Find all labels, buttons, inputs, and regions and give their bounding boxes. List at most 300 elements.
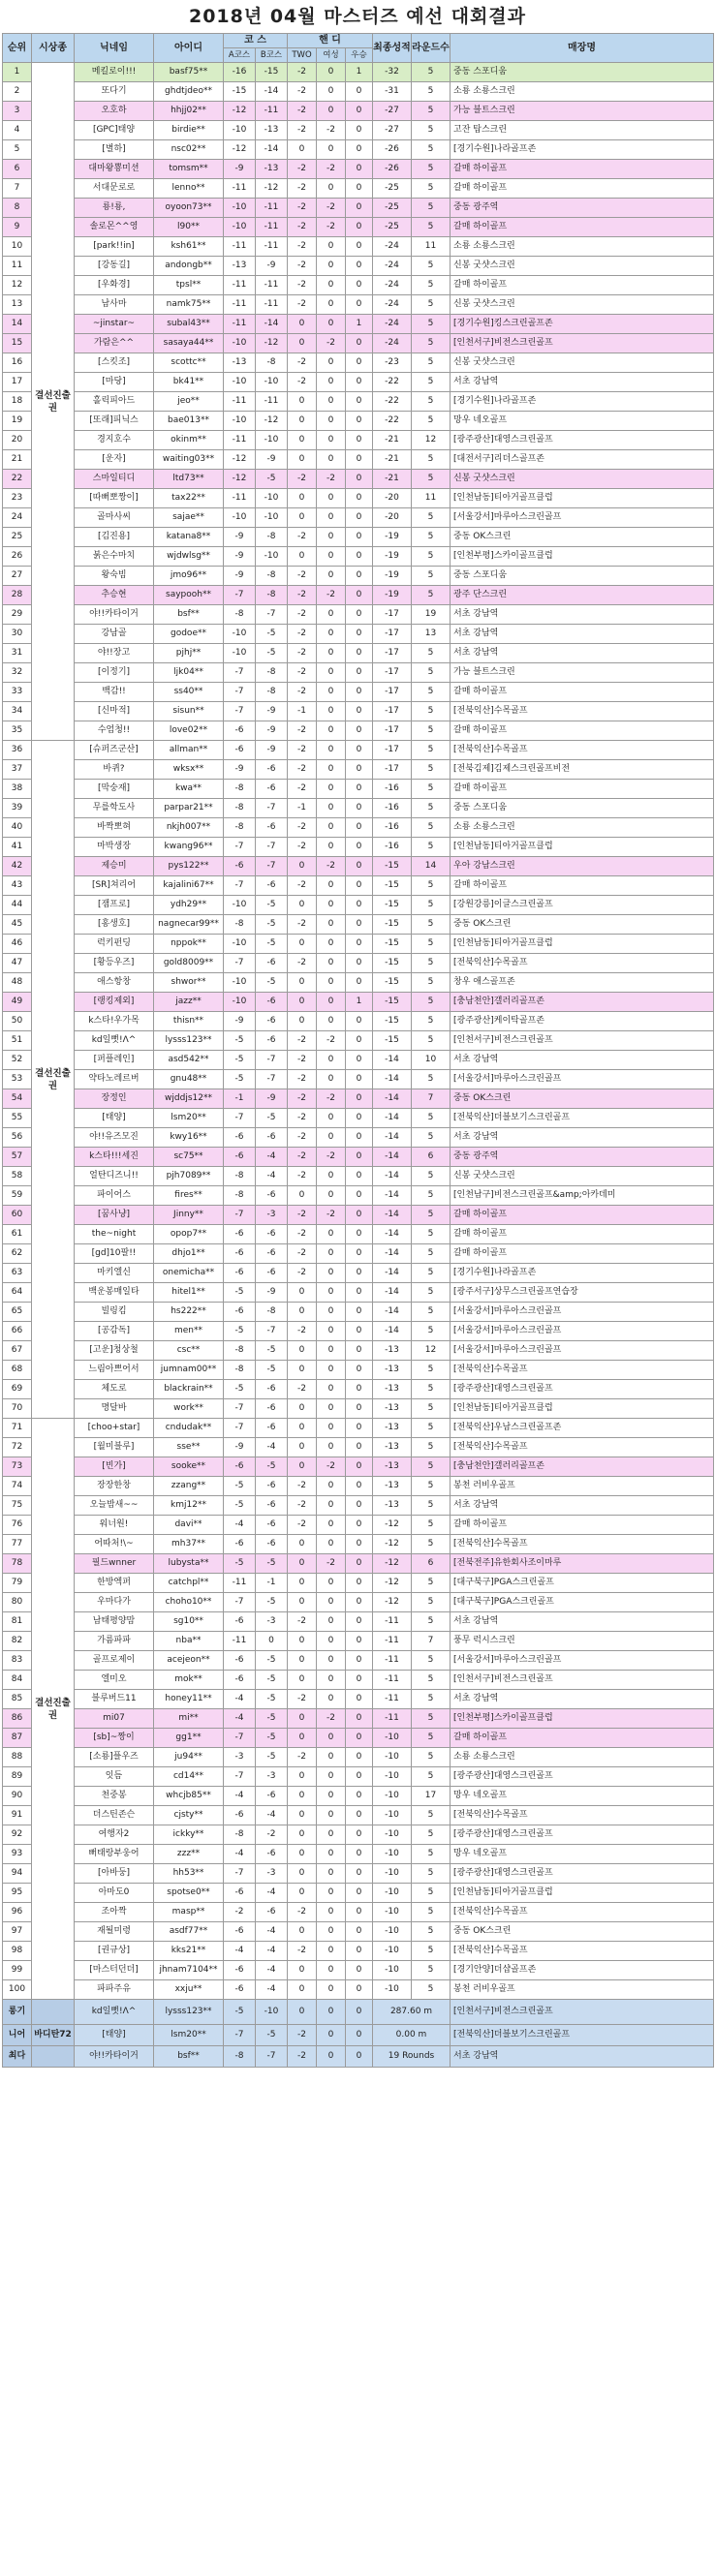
- cell-two: -2: [288, 567, 317, 586]
- cell-course-a: -7: [224, 1399, 256, 1419]
- table-row: [3, 412, 714, 431]
- cell-winner: 0: [346, 954, 373, 973]
- cell-course-a: -4: [224, 1942, 256, 1961]
- cell-userid: pys122**: [154, 857, 224, 876]
- cell-store: 갈매 하이골프: [451, 276, 714, 295]
- cell-course-a: -8: [224, 605, 256, 625]
- cell-store: 갈매 하이골프: [451, 1244, 714, 1264]
- cell-store: [전북익산]수목골프: [451, 954, 714, 973]
- table-row: [3, 334, 714, 353]
- cell-course-b: -14: [256, 315, 288, 334]
- cell-store: [서울강서]마루아스크린골프: [451, 1651, 714, 1671]
- cell-two: 0: [288, 140, 317, 160]
- cell-award-value: 287.60 m: [373, 2000, 451, 2025]
- cell-final: -14: [373, 1264, 412, 1283]
- cell-store: 갈매 하이골프: [451, 721, 714, 741]
- cell-winner: 0: [346, 1303, 373, 1322]
- cell-course-a: -6: [224, 1671, 256, 1690]
- cell-course-a: -6: [224, 1128, 256, 1148]
- cell-final: -12: [373, 1554, 412, 1574]
- cell-nickname: 천중봉: [75, 1787, 154, 1806]
- cell-store: [인천부평]스카이골프클럽: [451, 1709, 714, 1729]
- cell-two: 0: [288, 1980, 317, 2000]
- cell-final: -19: [373, 528, 412, 547]
- cell-rank: 34: [3, 702, 32, 721]
- cell-female: 0: [317, 780, 346, 799]
- cell-female: 0: [317, 508, 346, 528]
- cell-winner: 0: [346, 760, 373, 780]
- cell-winner: 0: [346, 1089, 373, 1109]
- cell-rounds: 5: [412, 1438, 451, 1457]
- cell-rounds: 5: [412, 799, 451, 818]
- cell-female: 0: [317, 412, 346, 431]
- cell-two: -2: [288, 121, 317, 140]
- cell-store: 중동 스포디움: [451, 567, 714, 586]
- cell-two: -2: [288, 1748, 317, 1767]
- cell-userid: gg1**: [154, 1729, 224, 1748]
- cell-store: [인천서구]비전스크린골프: [451, 2000, 714, 2025]
- cell-rank: 90: [3, 1787, 32, 1806]
- cell-userid: hs222**: [154, 1303, 224, 1322]
- cell-userid: wjddjs12**: [154, 1089, 224, 1109]
- cell-rank: 54: [3, 1089, 32, 1109]
- table-row: [3, 1012, 714, 1031]
- cell-two: 0: [288, 412, 317, 431]
- cell-rank: 42: [3, 857, 32, 876]
- cell-two: -2: [288, 586, 317, 605]
- cell-rank: 8: [3, 199, 32, 218]
- cell-two: 0: [288, 1729, 317, 1748]
- cell-course-b: -6: [256, 1031, 288, 1051]
- cell-course-b: -4: [256, 1438, 288, 1457]
- cell-userid: blackrain**: [154, 1380, 224, 1399]
- cell-female: 0: [317, 1671, 346, 1690]
- cell-two: -2: [288, 63, 317, 82]
- cell-winner: 0: [346, 1690, 373, 1709]
- table-row: [3, 1690, 714, 1709]
- cell-female: -2: [317, 470, 346, 489]
- cell-final: -17: [373, 663, 412, 683]
- cell-userid: bk41**: [154, 373, 224, 392]
- cell-winner: 0: [346, 1399, 373, 1419]
- cell-final: -14: [373, 1225, 412, 1244]
- cell-winner: 0: [346, 818, 373, 838]
- table-row: [3, 838, 714, 857]
- cell-winner: 0: [346, 838, 373, 857]
- cell-store: 가능 블트스크린: [451, 102, 714, 121]
- cell-rank: 60: [3, 1206, 32, 1225]
- cell-course-a: -9: [224, 528, 256, 547]
- cell-winner: 0: [346, 1651, 373, 1671]
- award-row: [3, 2046, 714, 2068]
- cell-userid: nagnecar99**: [154, 915, 224, 935]
- cell-store: 소룡 소룡스크린: [451, 818, 714, 838]
- cell-nickname: 강남골: [75, 625, 154, 644]
- table-row: [3, 1961, 714, 1980]
- cell-store: 중동 OK스크린: [451, 1922, 714, 1942]
- cell-rank: 15: [3, 334, 32, 353]
- cell-userid: scottc**: [154, 353, 224, 373]
- cell-rounds: 11: [412, 489, 451, 508]
- cell-course-a: -11: [224, 237, 256, 257]
- cell-female: 0: [317, 1283, 346, 1303]
- cell-course-b: -8: [256, 683, 288, 702]
- cell-userid: hh53**: [154, 1864, 224, 1884]
- cell-nickname: 야!!장고: [75, 644, 154, 663]
- cell-nickname: 솔로몬^^영: [75, 218, 154, 237]
- cell-nickname: 야!!유즈모진: [75, 1128, 154, 1148]
- cell-winner: 0: [346, 121, 373, 140]
- cell-two: 0: [288, 334, 317, 353]
- cell-final: -14: [373, 1186, 412, 1206]
- cell-course-b: -6: [256, 1496, 288, 1516]
- cell-course-b: -6: [256, 993, 288, 1012]
- cell-rank: 3: [3, 102, 32, 121]
- cell-final: -21: [373, 431, 412, 450]
- cell-rounds: 5: [412, 1690, 451, 1709]
- table-row: [3, 1612, 714, 1632]
- cell-nickname: [잼프로]: [75, 896, 154, 915]
- cell-female: 0: [317, 935, 346, 954]
- cell-final: -25: [373, 218, 412, 237]
- cell-userid: davi**: [154, 1516, 224, 1535]
- cell-female: -2: [317, 1089, 346, 1109]
- cell-rank: 5: [3, 140, 32, 160]
- cell-final: -12: [373, 1593, 412, 1612]
- table-row: [3, 218, 714, 237]
- cell-winner: 0: [346, 1244, 373, 1264]
- cell-course-b: -7: [256, 838, 288, 857]
- cell-nickname: mi07: [75, 1709, 154, 1729]
- cell-course-b: -10: [256, 489, 288, 508]
- cell-two: 0: [288, 508, 317, 528]
- header-course: 코 스: [224, 34, 288, 48]
- cell-rounds: 5: [412, 1845, 451, 1864]
- cell-female: 0: [317, 1186, 346, 1206]
- cell-final: -14: [373, 1167, 412, 1186]
- cell-two: -2: [288, 237, 317, 257]
- cell-rounds: 5: [412, 1380, 451, 1399]
- cell-course-a: -12: [224, 102, 256, 121]
- cell-final: -13: [373, 1341, 412, 1361]
- cell-rank: 69: [3, 1380, 32, 1399]
- cell-female: -2: [317, 121, 346, 140]
- cell-female: 0: [317, 1535, 346, 1554]
- header-course-a: A코스: [224, 48, 256, 63]
- cell-course-b: -7: [256, 1051, 288, 1070]
- cell-rank: 14: [3, 315, 32, 334]
- cell-course-b: -13: [256, 160, 288, 179]
- cell-userid: asd542**: [154, 1051, 224, 1070]
- cell-winner: 0: [346, 1748, 373, 1767]
- cell-store: 신봉 굿샷스크린: [451, 257, 714, 276]
- cell-winner: 0: [346, 1787, 373, 1806]
- cell-userid: oyoon73**: [154, 199, 224, 218]
- cell-store: [광주광산]대영스크린골프: [451, 1767, 714, 1787]
- cell-winner: 0: [346, 295, 373, 315]
- cell-two: 0: [288, 1593, 317, 1612]
- table-row: [3, 954, 714, 973]
- cell-rank: 63: [3, 1264, 32, 1283]
- cell-course-b: -5: [256, 1554, 288, 1574]
- cell-final: -10: [373, 1845, 412, 1864]
- cell-nickname: 백운봉매일타: [75, 1283, 154, 1303]
- table-row: [3, 199, 714, 218]
- cell-course-b: -5: [256, 1109, 288, 1128]
- cell-final: -17: [373, 644, 412, 663]
- cell-course-a: -7: [224, 1206, 256, 1225]
- cell-store: 망우 네오골프: [451, 1787, 714, 1806]
- cell-rank: 94: [3, 1864, 32, 1884]
- cell-two: -2: [288, 1477, 317, 1496]
- cell-userid: acejeon**: [154, 1651, 224, 1671]
- cell-rank: 24: [3, 508, 32, 528]
- cell-female: -2: [317, 199, 346, 218]
- cell-store: [인천남동]티아거골프클럽: [451, 1399, 714, 1419]
- cell-winner: 0: [346, 1283, 373, 1303]
- cell-course-b: -4: [256, 1148, 288, 1167]
- cell-female: 0: [317, 1884, 346, 1903]
- cell-nickname: 더스틴존슨: [75, 1806, 154, 1825]
- cell-rounds: 5: [412, 683, 451, 702]
- cell-female: 0: [317, 1322, 346, 1341]
- cell-store: [인천남동]티아거골프클럽: [451, 489, 714, 508]
- table-row: [3, 1516, 714, 1535]
- cell-userid: ss40**: [154, 683, 224, 702]
- cell-userid: cndudak**: [154, 1419, 224, 1438]
- cell-female: 0: [317, 140, 346, 160]
- cell-two: -2: [288, 1109, 317, 1128]
- cell-two: 0: [288, 896, 317, 915]
- cell-nickname: kd일뻣!Λ^: [75, 2000, 154, 2025]
- cell-course-a: -10: [224, 973, 256, 993]
- cell-female: 0: [317, 896, 346, 915]
- cell-winner: 0: [346, 1031, 373, 1051]
- results-body: [3, 63, 714, 2000]
- award-sublabel: 바디탄72: [32, 2025, 75, 2046]
- cell-course-b: -12: [256, 412, 288, 431]
- cell-rounds: 5: [412, 276, 451, 295]
- cell-userid: sse**: [154, 1438, 224, 1457]
- cell-rank: 61: [3, 1225, 32, 1244]
- cell-female: 0: [317, 1516, 346, 1535]
- cell-two: -2: [288, 644, 317, 663]
- cell-two: 0: [288, 1012, 317, 1031]
- cell-store: [전북익산]수목골프: [451, 1942, 714, 1961]
- cell-course-a: -9: [224, 760, 256, 780]
- cell-two: -2: [288, 1496, 317, 1516]
- cell-rounds: 5: [412, 1419, 451, 1438]
- cell-winner: 0: [346, 1980, 373, 2000]
- cell-award-value: 0.00 m: [373, 2025, 451, 2046]
- cell-two: -2: [288, 353, 317, 373]
- cell-course-a: -7: [224, 1109, 256, 1128]
- cell-store: 우아 강남스크린: [451, 857, 714, 876]
- cell-female: 0: [317, 1167, 346, 1186]
- award-row: [3, 2000, 714, 2025]
- cell-winner: 0: [346, 179, 373, 199]
- cell-final: -24: [373, 315, 412, 334]
- table-row: [3, 702, 714, 721]
- cell-winner: 0: [346, 857, 373, 876]
- cell-female: 0: [317, 838, 346, 857]
- cell-nickname: [SR]쳐리어: [75, 876, 154, 896]
- cell-two: 0: [288, 1651, 317, 1671]
- cell-female: 0: [317, 741, 346, 760]
- cell-final: -19: [373, 586, 412, 605]
- cell-rounds: 5: [412, 1535, 451, 1554]
- cell-winner: 0: [346, 625, 373, 644]
- cell-nickname: [퍼플레인]: [75, 1051, 154, 1070]
- cell-winner: 0: [346, 1419, 373, 1438]
- page-title: 2018년 04월 마스터즈 예선 대회결과: [188, 6, 527, 27]
- cell-userid: gold8009**: [154, 954, 224, 973]
- cell-store: 서초 강남역: [451, 1051, 714, 1070]
- cell-userid: tpsl**: [154, 276, 224, 295]
- cell-rounds: 5: [412, 1477, 451, 1496]
- cell-userid: sc75**: [154, 1148, 224, 1167]
- results-table: [2, 33, 714, 2068]
- cell-store: 갈매 하이골프: [451, 780, 714, 799]
- cell-two: -2: [288, 876, 317, 896]
- cell-female: 0: [317, 799, 346, 818]
- cell-userid: lubysta**: [154, 1554, 224, 1574]
- cell-course-a: -9: [224, 1012, 256, 1031]
- table-row: [3, 489, 714, 508]
- cell-final: -27: [373, 121, 412, 140]
- cell-rank: 47: [3, 954, 32, 973]
- cell-rank: 16: [3, 353, 32, 373]
- cell-course-b: -7: [256, 1070, 288, 1089]
- cell-rounds: 5: [412, 1767, 451, 1787]
- cell-final: -25: [373, 179, 412, 199]
- cell-nickname: [별하]: [75, 140, 154, 160]
- cell-course-a: -7: [224, 702, 256, 721]
- cell-store: [전북익산]우남스크린골프존: [451, 1419, 714, 1438]
- cell-nickname: 야!!카타이거: [75, 605, 154, 625]
- cell-userid: hhjj02**: [154, 102, 224, 121]
- cell-store: 고잔 탑스크린: [451, 121, 714, 140]
- cell-rank: 97: [3, 1922, 32, 1942]
- cell-rounds: 5: [412, 1806, 451, 1825]
- cell-rank: 50: [3, 1012, 32, 1031]
- cell-two: 0: [288, 1709, 317, 1729]
- cell-store: 소룡 소룡스크린: [451, 1748, 714, 1767]
- cell-final: -13: [373, 1361, 412, 1380]
- cell-nickname: [월미블루]: [75, 1438, 154, 1457]
- cell-female: 0: [317, 876, 346, 896]
- cell-nickname: [소룡]플우즈: [75, 1748, 154, 1767]
- table-row: [3, 663, 714, 683]
- cell-female: 0: [317, 1496, 346, 1516]
- table-row: [3, 450, 714, 470]
- cell-rounds: 5: [412, 702, 451, 721]
- cell-nickname: 경지호수: [75, 431, 154, 450]
- cell-userid: tomsm**: [154, 160, 224, 179]
- cell-store: [전북익산]수목골프: [451, 1535, 714, 1554]
- cell-female: 0: [317, 1051, 346, 1070]
- cell-rounds: 13: [412, 625, 451, 644]
- cell-final: -15: [373, 1031, 412, 1051]
- cell-female: 0: [317, 1264, 346, 1283]
- cell-rank: 4: [3, 121, 32, 140]
- cell-nickname: [choo+star]: [75, 1419, 154, 1438]
- cell-course-a: -8: [224, 1167, 256, 1186]
- cell-nickname: 파이어스: [75, 1186, 154, 1206]
- cell-two: 0: [288, 1574, 317, 1593]
- cell-two: 0: [288, 1845, 317, 1864]
- cell-final: -15: [373, 935, 412, 954]
- cell-userid: saypooh**: [154, 586, 224, 605]
- cell-female: 0: [317, 295, 346, 315]
- cell-rank: 22: [3, 470, 32, 489]
- header-rounds: 라운드수: [412, 34, 451, 63]
- cell-nickname: 오늘밤새~~: [75, 1496, 154, 1516]
- cell-course-a: -12: [224, 470, 256, 489]
- cell-winner: 0: [346, 2000, 373, 2025]
- cell-store: [전북전주]유한회사조이마루: [451, 1554, 714, 1574]
- cell-two: 0: [288, 1961, 317, 1980]
- cell-nickname: [고운]청상철: [75, 1341, 154, 1361]
- cell-nickname: 제승미: [75, 857, 154, 876]
- cell-rank: 46: [3, 935, 32, 954]
- table-row: [3, 780, 714, 799]
- cell-rank: 28: [3, 586, 32, 605]
- special-awards: [3, 2000, 714, 2068]
- cell-rank: 39: [3, 799, 32, 818]
- cell-store: 서초 강남역: [451, 1496, 714, 1516]
- cell-final: -21: [373, 450, 412, 470]
- cell-course-a: -6: [224, 1651, 256, 1671]
- cell-userid: pjh7089**: [154, 1167, 224, 1186]
- cell-course-b: -7: [256, 605, 288, 625]
- cell-rounds: 12: [412, 1341, 451, 1361]
- cell-final: -10: [373, 1942, 412, 1961]
- cell-final: -31: [373, 82, 412, 102]
- cell-rank: 53: [3, 1070, 32, 1089]
- cell-final: -11: [373, 1690, 412, 1709]
- cell-nickname: [태양]: [75, 1109, 154, 1128]
- cell-nickname: [sb]~짱이: [75, 1729, 154, 1748]
- cell-two: -2: [288, 276, 317, 295]
- cell-female: 0: [317, 1787, 346, 1806]
- cell-course-b: -5: [256, 1729, 288, 1748]
- cell-rank: 58: [3, 1167, 32, 1186]
- cell-rounds: 5: [412, 1361, 451, 1380]
- cell-course-a: -7: [224, 683, 256, 702]
- cell-female: 0: [317, 663, 346, 683]
- cell-two: -2: [288, 1051, 317, 1070]
- cell-userid: lenno**: [154, 179, 224, 199]
- cell-final: -13: [373, 1399, 412, 1419]
- cell-userid: whcjb85**: [154, 1787, 224, 1806]
- table-row: [3, 1051, 714, 1070]
- cell-two: 0: [288, 973, 317, 993]
- cell-store: [전북익산]수목골프: [451, 1903, 714, 1922]
- cell-two: 0: [288, 1438, 317, 1457]
- cell-winner: 0: [346, 1767, 373, 1787]
- cell-store: [대구북구]PGA스크린골프: [451, 1593, 714, 1612]
- cell-course-b: -13: [256, 121, 288, 140]
- cell-final: -14: [373, 1051, 412, 1070]
- award-label: 최다: [3, 2046, 32, 2068]
- cell-winner: 0: [346, 431, 373, 450]
- cell-rounds: 5: [412, 1903, 451, 1922]
- cell-userid: mi**: [154, 1709, 224, 1729]
- cell-nickname: [따뻐뽀짱이]: [75, 489, 154, 508]
- cell-course-a: -12: [224, 450, 256, 470]
- cell-course-a: -10: [224, 993, 256, 1012]
